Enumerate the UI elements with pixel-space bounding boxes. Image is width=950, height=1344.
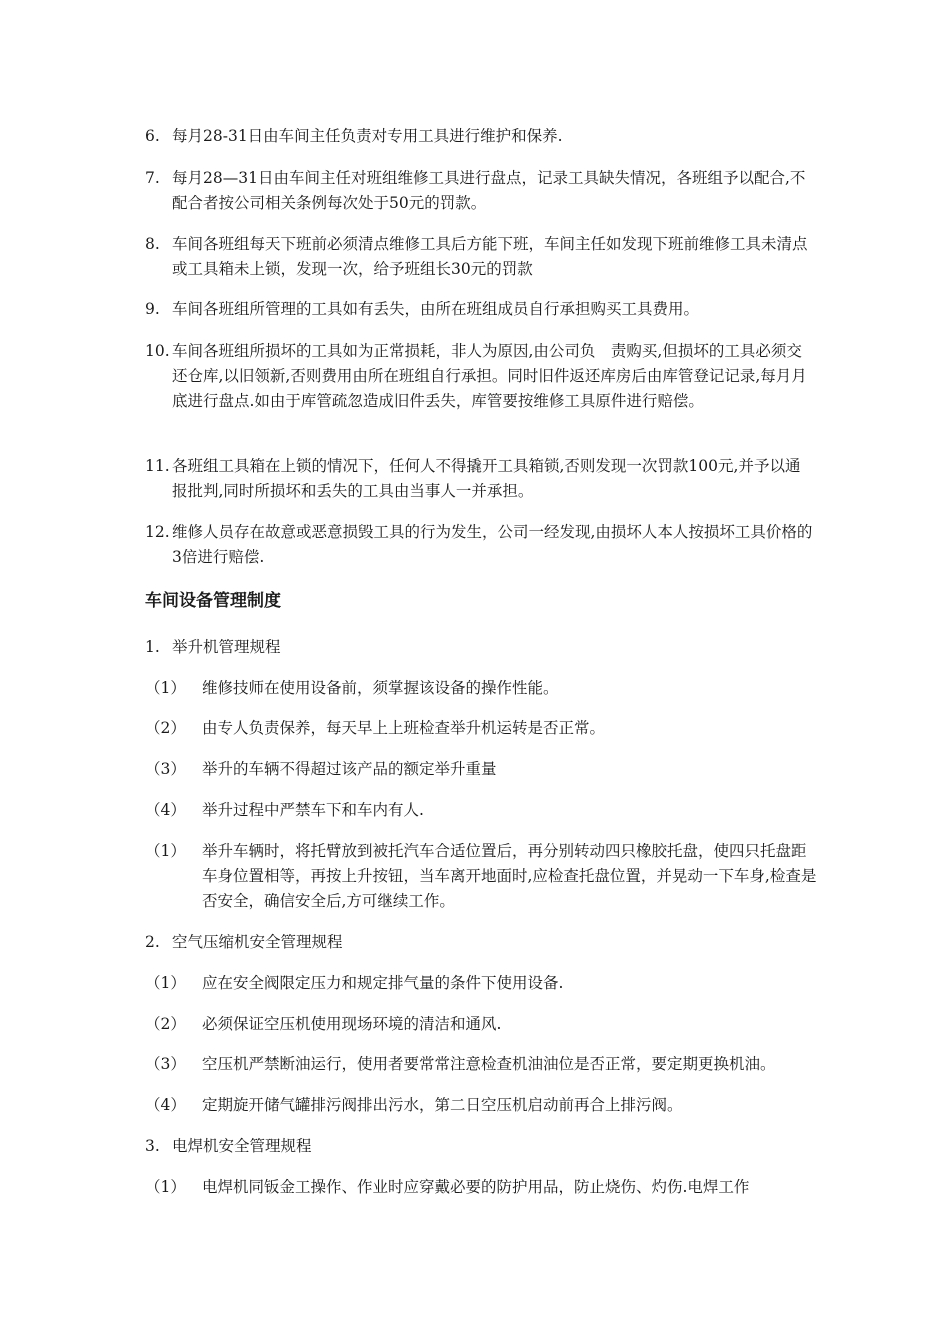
sub-item-number: （3） bbox=[145, 1055, 186, 1073]
rule-item bbox=[145, 166, 815, 216]
sub-item-text: 必须保证空压机使用现场环境的清洁和通风. bbox=[202, 1015, 502, 1033]
sub-item-number: （2） bbox=[145, 719, 186, 737]
rule-item bbox=[145, 124, 815, 149]
rule-text: 车间各班组每天下班前必须清点维修工具后方能下班，车间主任如发现下班前维修工具未清点或工具箱未上锁，发现一次，给予班组长30元的罚款 bbox=[172, 235, 808, 278]
sub-item bbox=[145, 1012, 820, 1037]
sub-item bbox=[145, 757, 820, 782]
sub-item bbox=[145, 716, 820, 741]
rule-number: 10. bbox=[145, 342, 170, 360]
rule-item bbox=[145, 339, 815, 414]
sub-item-number: （2） bbox=[145, 1015, 186, 1033]
section-title-text: 电焊机安全管理规程 bbox=[172, 1137, 312, 1155]
sub-item-number: （4） bbox=[145, 1096, 186, 1114]
sub-item-text: 定期旋开储气罐排污阀排出污水，第二日空压机启动前再合上排污阀。 bbox=[202, 1096, 683, 1114]
sub-item-number: （1） bbox=[145, 974, 186, 992]
sub-item bbox=[145, 798, 820, 823]
sub-item-text: 应在安全阀限定压力和规定排气量的条件下使用设备. bbox=[202, 974, 564, 992]
rule-number: 11. bbox=[145, 457, 170, 475]
section-number: 1. bbox=[145, 638, 160, 656]
rule-number: 6. bbox=[145, 127, 160, 145]
sub-item bbox=[145, 1175, 820, 1200]
sub-item bbox=[145, 676, 820, 701]
sub-item-number: （1） bbox=[145, 679, 186, 697]
sub-item-number: （3） bbox=[145, 760, 186, 778]
rule-text: 车间各班组所管理的工具如有丢失，由所在班组成员自行承担购买工具费用。 bbox=[172, 300, 700, 318]
sub-item bbox=[145, 1052, 820, 1077]
rule-text: 维修人员存在故意或恶意损毁工具的行为发生，公司一经发现,由损坏人本人按损坏工具价格的3倍进行赔偿. bbox=[172, 523, 813, 566]
section-title-text: 举升机管理规程 bbox=[172, 638, 281, 656]
rule-item bbox=[145, 232, 815, 282]
sub-item-text: 电焊机同钣金工操作、作业时应穿戴必要的防护用品，防止烧伤、灼伤.电焊工作 bbox=[202, 1178, 750, 1196]
section-title bbox=[145, 635, 281, 660]
section-title bbox=[145, 1134, 312, 1159]
sub-item-number: （4） bbox=[145, 801, 186, 819]
sub-item-text: 举升过程中严禁车下和车内有人. bbox=[202, 801, 424, 819]
sub-item-text: 空压机严禁断油运行，使用者要常常注意检查机油油位是否正常，要定期更换机油。 bbox=[202, 1055, 776, 1073]
section-number: 2. bbox=[145, 933, 160, 951]
sub-item-number: （1） bbox=[145, 1178, 186, 1196]
sub-item-text: 举升的车辆不得超过该产品的额定举升重量 bbox=[202, 760, 497, 778]
rule-text: 每月28-31日由车间主任负责对专用工具进行维护和保养. bbox=[172, 127, 563, 145]
sub-item bbox=[145, 839, 820, 914]
section-title bbox=[145, 930, 343, 955]
rule-text: 各班组工具箱在上锁的情况下，任何人不得撬开工具箱锁,否则发现一次罚款100元,并予以通报批判,同时所损坏和丢失的工具由当事人一并承担。 bbox=[172, 457, 801, 500]
rule-item bbox=[145, 454, 815, 504]
sub-item-number: （1） bbox=[145, 842, 186, 860]
section-title-text: 空气压缩机安全管理规程 bbox=[172, 933, 343, 951]
sub-item-text: 由专人负责保养，每天早上上班检查举升机运转是否正常。 bbox=[202, 719, 606, 737]
sub-item bbox=[145, 1093, 820, 1118]
rule-item bbox=[145, 520, 815, 570]
rule-text: 每月28—31日由车间主任对班组维修工具进行盘点，记录工具缺失情况，各班组予以配合,不配合者按公司相关条例每次处于50元的罚款。 bbox=[172, 169, 806, 212]
rule-number: 7. bbox=[145, 169, 160, 187]
rule-item bbox=[145, 297, 815, 322]
sub-item-text: 维修技师在使用设备前，须掌握该设备的操作性能。 bbox=[202, 679, 559, 697]
rule-number: 8. bbox=[145, 235, 160, 253]
rule-text: 车间各班组所损坏的工具如为正常损耗，非人为原因,由公司负 责购买,但损坏的工具必须交还仓库,以旧领新,否则费用由所在班组自行承担。同时旧件返还库房后由库管登记记录,每月月底进行盘点.如由于库管疏忽造成旧件丢失，库管要按维修工具原件进行赔偿。 bbox=[172, 342, 807, 410]
sub-item-text: 举升车辆时，将托臂放到被托汽车合适位置后，再分别转动四只橡胶托盘，使四只托盘距车身位置相等，再按上升按钮，当车离开地面时,应检查托盘位置，并晃动一下车身,检查是否安全，确信安全后,方可继续工作。 bbox=[202, 842, 817, 910]
section-number: 3. bbox=[145, 1137, 160, 1155]
rule-number: 12. bbox=[145, 523, 170, 541]
section-heading: 车间设备管理制度 bbox=[145, 591, 281, 611]
rule-number: 9. bbox=[145, 300, 160, 318]
sub-item bbox=[145, 971, 820, 996]
